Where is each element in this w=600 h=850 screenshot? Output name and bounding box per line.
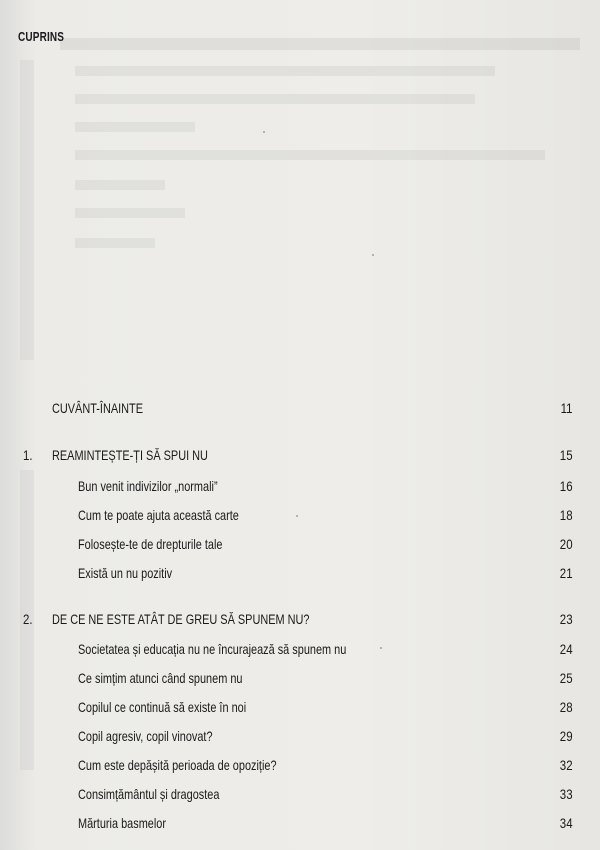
section-title: Cum este depășită perioada de opoziție? [78,757,277,773]
toc-page-number: 33 [560,786,573,802]
section-title: Consimțământul și dragostea [78,786,220,802]
chapter-title: DE CE NE ESTE ATÂT DE GREU SĂ SPUNEM NU? [52,611,310,627]
section-title: Copil agresiv, copil vinovat? [78,728,213,744]
toc-page-number: 20 [560,536,573,552]
toc-page-number: 32 [560,757,573,773]
toc-page-number: 16 [560,478,573,494]
toc-page-number: 25 [560,670,573,686]
toc-page-number: 18 [560,507,573,523]
chapter-number: 1. [23,447,33,463]
toc-section [0,782,600,806]
toc-page-number: 28 [560,699,573,715]
toc-section [0,561,600,585]
toc-page-number: 29 [560,728,573,744]
toc-section [0,532,600,556]
toc-chapter-2 [0,607,600,631]
toc-section [0,724,600,748]
toc-page-number: 11 [561,400,573,416]
toc-section [0,753,600,777]
toc-page-number: 21 [560,565,573,581]
toc-chapter-1 [0,443,600,467]
chapter-number: 2. [23,611,33,627]
toc-page-number: 23 [560,611,573,627]
section-title: Există un nu pozitiv [78,565,173,581]
section-title: Cum te poate ajuta această carte [78,507,239,523]
toc-section [0,637,600,661]
toc-page-number: 34 [560,815,573,831]
section-title: Folosește-te de drepturile tale [78,536,223,552]
section-title: Bun venit indivizilor „normali” [78,478,218,494]
section-title: Mărturia basmelor [78,815,167,831]
chapter-title: REAMINTEȘTE-ȚI SĂ SPUI NU [52,447,208,463]
section-title: Societatea și educația nu ne încurajează să spunem nu [78,641,347,657]
toc-page-number: 24 [560,641,573,657]
page-header: CUPRINS [18,30,65,44]
toc-section [0,811,600,835]
toc-entry-foreword [0,396,600,420]
section-title: Copilul ce continuă să existe în noi [78,699,247,715]
toc-page-number: 15 [560,447,573,463]
toc-entry-title: CUVÂNT-ÎNAINTE [52,400,144,416]
toc-section [0,503,600,527]
toc-section [0,666,600,690]
toc-section [0,474,600,498]
toc-section [0,695,600,719]
section-title: Ce simțim atunci când spunem nu [78,670,243,686]
